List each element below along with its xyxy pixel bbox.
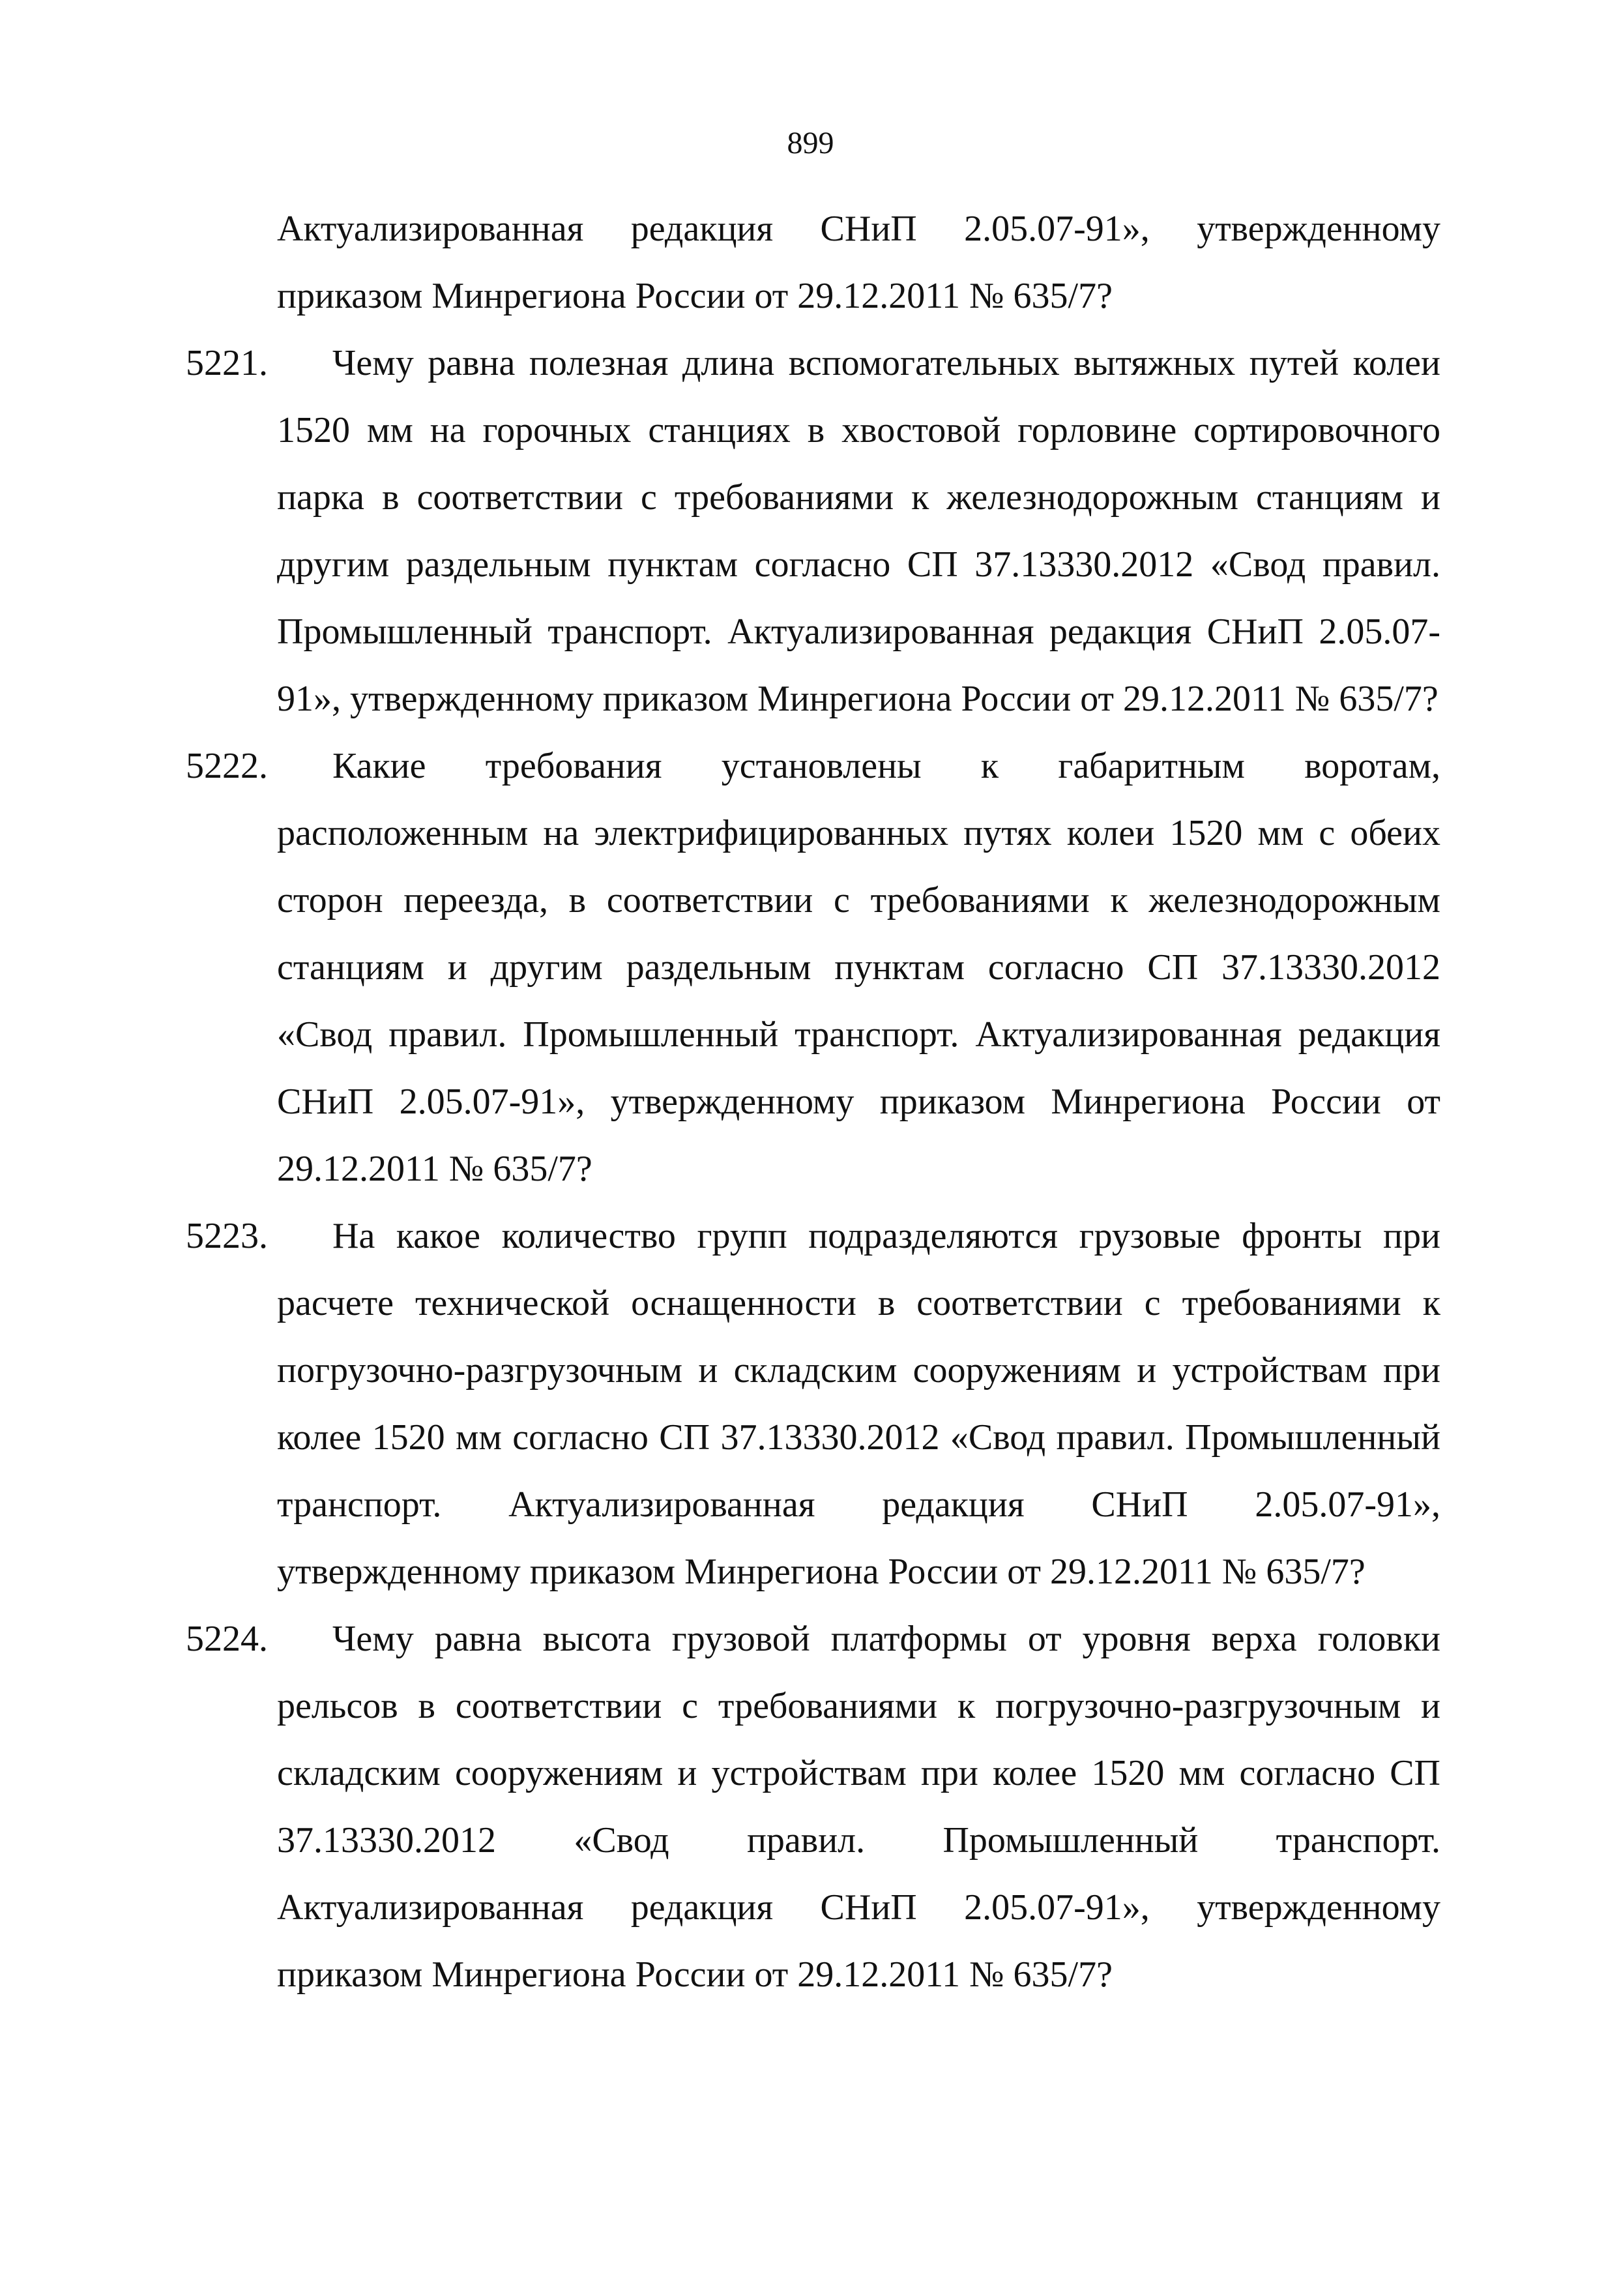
question-item-5222 <box>186 733 1440 1203</box>
question-item-5224 <box>186 1606 1440 2009</box>
question-number: 5221. <box>186 343 268 383</box>
question-text: Чему равна полезная длина вспомогательных вытяжных путей колеи 1520 мм на горочных станциях в хвостовой горловине сортировочного парка в соответствии с требованиями к железнодорожным станциям и другим раздельным пунктам согласно СП 37.13330.2012 «Свод правил. Промышленный транспорт. Актуализированная редакция СНиП 2.05.07-91», утвержденному приказом Минрегиона России от 29.12.2011 № 635/7? <box>277 343 1440 719</box>
question-text: Какие требования установлены к габаритным воротам, расположенным на электрифицированных путях колеи 1520 мм с обеих сторон переезда, в соответствии с требованиями к железнодорожным станциям и другим раздельным пунктам согласно СП 37.13330.2012 «Свод правил. Промышленный транспорт. Актуализированная редакция СНиП 2.05.07-91», утвержденному приказом Минрегиона России от 29.12.2011 № 635/7? <box>277 746 1440 1189</box>
question-number: 5224. <box>186 1619 268 1659</box>
question-item-5223 <box>186 1203 1440 1606</box>
question-number: 5223. <box>186 1216 268 1256</box>
question-text: Чему равна высота грузовой платформы от уровня верха головки рельсов в соответствии с требованиями к погрузочно-разгрузочным и складским сооружениям и устройствам при колее 1520 мм согласно СП 37.13330.2012 «Свод правил. Промышленный транспорт. Актуализированная редакция СНиП 2.05.07-91», утвержденному приказом Минрегиона России от 29.12.2011 № 635/7? <box>277 1619 1440 1995</box>
document-body <box>186 196 1440 2009</box>
continuation-paragraph: Актуализированная редакция СНиП 2.05.07-91», утвержденному приказом Минрегиона России от 29.12.2011 № 635/7? <box>277 209 1440 316</box>
page-number: 899 <box>787 126 834 160</box>
question-text: На какое количество групп подразделяются грузовые фронты при расчете технической оснащенности в соответствии с требованиями к погрузочно-разгрузочным и складским сооружениям и устройствам при колее 1520 мм согласно СП 37.13330.2012 «Свод правил. Промышленный транспорт. Актуализированная редакция СНиП 2.05.07-91», утвержденному приказом Минрегиона России от 29.12.2011 № 635/7? <box>277 1216 1440 1592</box>
question-item-5221 <box>186 330 1440 733</box>
question-number: 5222. <box>186 746 268 786</box>
